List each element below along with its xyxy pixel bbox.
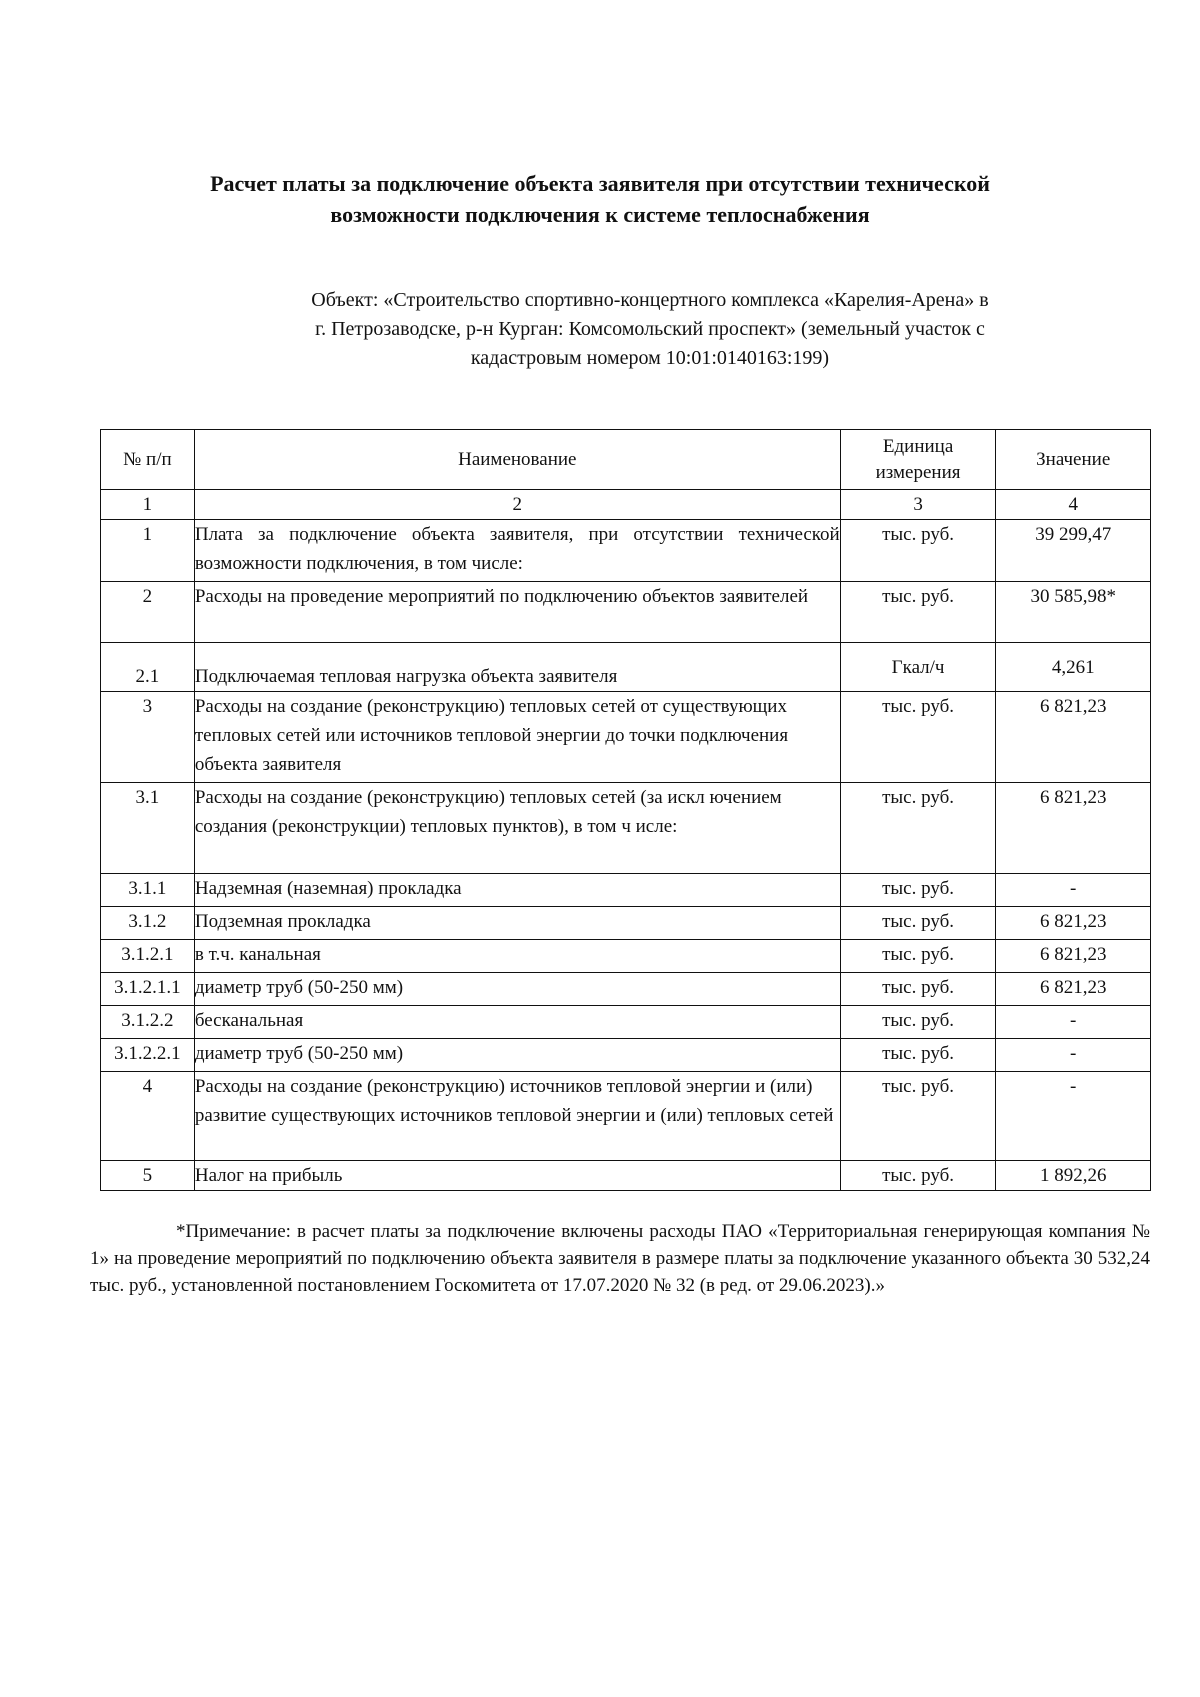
row-name: Подключаемая тепловая нагрузка объекта заявителя (194, 643, 840, 692)
table-row (101, 1072, 1151, 1161)
row-value: 39 299,47 (996, 520, 1151, 582)
row-value: - (996, 1006, 1151, 1039)
row-num: 3.1.1 (101, 874, 195, 907)
table-row (101, 643, 1151, 692)
object-description (200, 286, 1100, 373)
row-unit: тыс. руб. (840, 520, 996, 582)
table-header-row (101, 430, 1151, 490)
row-unit: тыс. руб. (840, 783, 996, 874)
table-row (101, 582, 1151, 643)
row-num: 4 (101, 1072, 195, 1161)
row-name: Расходы на создание (реконструкцию) тепловых сетей от существующих тепловых сетей или источников тепловой энергии до точки подключения объекта заявителя (194, 692, 840, 783)
row-num: 3.1.2.2.1 (101, 1039, 195, 1072)
title-line-2: возможности подключения к системе теплоснабжения (330, 202, 870, 227)
row-num: 3.1.2.2 (101, 1006, 195, 1039)
table-row (101, 692, 1151, 783)
row-name: Надземная (наземная) прокладка (194, 874, 840, 907)
row-value: - (996, 1039, 1151, 1072)
row-name: диаметр труб (50-250 мм) (194, 973, 840, 1006)
row-value: 6 821,23 (996, 783, 1151, 874)
row-value: 4,261 (996, 643, 1151, 692)
row-unit: тыс. руб. (840, 582, 996, 643)
row-unit: тыс. руб. (840, 1072, 996, 1161)
row-num: 3.1.2.1 (101, 940, 195, 973)
table-row (101, 973, 1151, 1006)
table-row (101, 874, 1151, 907)
index-cell: 4 (996, 490, 1151, 520)
row-name: Расходы на проведение мероприятий по подключению объектов заявителей (194, 582, 840, 643)
row-name: Подземная прокладка (194, 907, 840, 940)
row-value: 6 821,23 (996, 907, 1151, 940)
row-unit: тыс. руб. (840, 874, 996, 907)
row-value: 6 821,23 (996, 973, 1151, 1006)
row-value: 6 821,23 (996, 692, 1151, 783)
row-name: Расходы на создание (реконструкцию) источников тепловой энергии и (или) развитие существующих источников тепловой энергии и (или) тепловых сетей (194, 1072, 840, 1161)
table-row (101, 1039, 1151, 1072)
object-line-1: Объект: «Строительство спортивно-концертного комплекса «Карелия-Арена» в (311, 289, 989, 311)
index-cell: 1 (101, 490, 195, 520)
table-row (101, 520, 1151, 582)
object-line-2: г. Петрозаводске, р-н Курган: Комсомольский проспект» (земельный участок с (315, 318, 985, 340)
row-num: 2.1 (101, 643, 195, 692)
row-unit: тыс. руб. (840, 940, 996, 973)
row-value: 1 892,26 (996, 1161, 1151, 1191)
footnote: *Примечание: в расчет платы за подключение включены расходы ПАО «Территориальная генерирующая компания № 1» на проведение мероприятий по подключению объекта заявителя в размере платы за подключение указанного объекта 30 532,24 тыс. руб., установленной постановлением Госкомитета от 17.07.2020 № 32 (в ред. от 29.06.2023).» (90, 1221, 1150, 1296)
row-name: Плата за подключение объекта заявителя, при отсутствии технической возможности подключения, в том числе: (194, 520, 840, 582)
row-unit: тыс. руб. (840, 1161, 996, 1191)
row-value: - (996, 1072, 1151, 1161)
row-value: 30 585,98* (996, 582, 1151, 643)
row-value: - (996, 874, 1151, 907)
index-cell: 3 (840, 490, 996, 520)
row-name: Расходы на создание (реконструкцию) тепловых сетей (за искл ючением создания (реконструкции) тепловых пунктов), в том ч исле: (194, 783, 840, 874)
row-num: 5 (101, 1161, 195, 1191)
calculation-table (100, 429, 1151, 1191)
row-num: 3 (101, 692, 195, 783)
row-unit: тыс. руб. (840, 973, 996, 1006)
header-unit: Единица измерения (840, 430, 996, 490)
row-unit: тыс. руб. (840, 907, 996, 940)
row-unit: Гкал/ч (840, 643, 996, 692)
title-line-1: Расчет платы за подключение объекта заявителя при отсутствии технической (210, 171, 990, 196)
document-title (150, 168, 1050, 230)
row-unit: тыс. руб. (840, 1039, 996, 1072)
table-row (101, 940, 1151, 973)
row-name: бесканальная (194, 1006, 840, 1039)
row-value: 6 821,23 (996, 940, 1151, 973)
header-name: Наименование (194, 430, 840, 490)
table-row (101, 1006, 1151, 1039)
row-num: 3.1 (101, 783, 195, 874)
table-index-row (101, 490, 1151, 520)
header-num: № п/п (101, 430, 195, 490)
table-row (101, 783, 1151, 874)
row-num: 1 (101, 520, 195, 582)
table-row (101, 1161, 1151, 1191)
row-unit: тыс. руб. (840, 1006, 996, 1039)
row-num: 2 (101, 582, 195, 643)
row-num: 3.1.2 (101, 907, 195, 940)
object-line-3: кадастровым номером 10:01:0140163:199) (470, 347, 830, 369)
row-name: Налог на прибыль (194, 1161, 840, 1191)
table-row (101, 907, 1151, 940)
row-unit: тыс. руб. (840, 692, 996, 783)
row-name: в т.ч. канальная (194, 940, 840, 973)
row-name: диаметр труб (50-250 мм) (194, 1039, 840, 1072)
row-num: 3.1.2.1.1 (101, 973, 195, 1006)
header-value: Значение (996, 430, 1151, 490)
index-cell: 2 (194, 490, 840, 520)
